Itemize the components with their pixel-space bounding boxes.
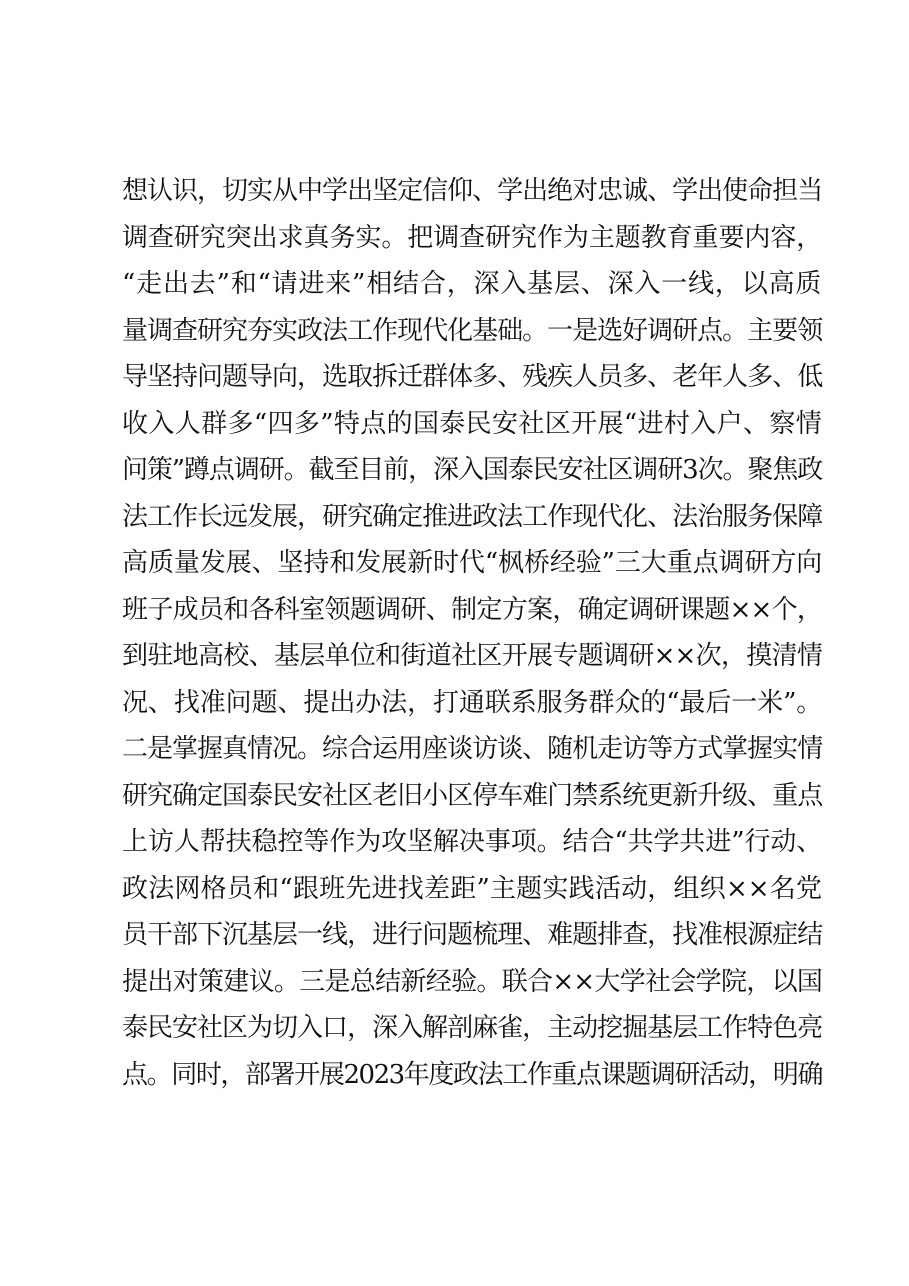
text-line: 点。同时，部署开展2023年度政法工作重点课题调研活动，明确	[122, 1059, 822, 1090]
text-line: 调查研究突出求真务实。把调查研究作为主题教育重要内容，	[122, 222, 822, 253]
text-line: 政法网格员和“跟班先进找差距”主题实践活动，组织××名党	[122, 873, 822, 904]
text-line: 导坚持问题导向，选取拆迁群体多、残疾人员多、老年人多、低	[122, 362, 822, 392]
text-line: “走出去”和“请进来”相结合，深入基层、深入一线，以高质	[122, 269, 822, 299]
body-text	[122, 168, 822, 1098]
text-line: 到驻地高校、基层单位和街道社区开展专题调研××次，摸清情	[122, 641, 822, 671]
text-line: 班子成员和各科室领题调研、制定方案，确定调研课题××个，	[122, 594, 822, 625]
text-line: 收入人群多“四多”特点的国泰民安社区开展“进村入户、察情	[122, 408, 822, 439]
text-line: 想认识，切实从中学出坚定信仰、学出绝对忠诚、学出使命担当	[122, 176, 822, 206]
text-line: 研究确定国泰民安社区老旧小区停车难门禁系统更新升级、重点	[122, 780, 822, 811]
text-line: 泰民安社区为切入口，深入解剖麻雀，主动挖掘基层工作特色亮	[122, 1013, 822, 1043]
text-line: 法工作长远发展，研究确定推进政法工作现代化、法治服务保障	[122, 501, 822, 532]
text-line: 提出对策建议。三是总结新经验。联合××大学社会学院，以国	[122, 966, 822, 997]
text-line: 况、找准问题、提出办法，打通联系服务群众的“最后一米”。	[122, 687, 822, 718]
text-line: 员干部下沉基层一线，进行问题梳理、难题排查，找准根源症结	[122, 920, 822, 950]
text-line: 量调查研究夯实政法工作现代化基础。一是选好调研点。主要领	[122, 315, 822, 346]
text-line: 二是掌握真情况。综合运用座谈访谈、随机走访等方式掌握实情	[122, 734, 822, 764]
text-line: 问策”蹲点调研。截至目前，深入国泰民安社区调研3次。聚焦政	[122, 455, 822, 485]
text-line: 高质量发展、坚持和发展新时代“枫桥经验”三大重点调研方向	[122, 548, 822, 578]
text-line: 上访人帮扶稳控等作为攻坚解决事项。结合“共学共进”行动、	[122, 827, 822, 857]
